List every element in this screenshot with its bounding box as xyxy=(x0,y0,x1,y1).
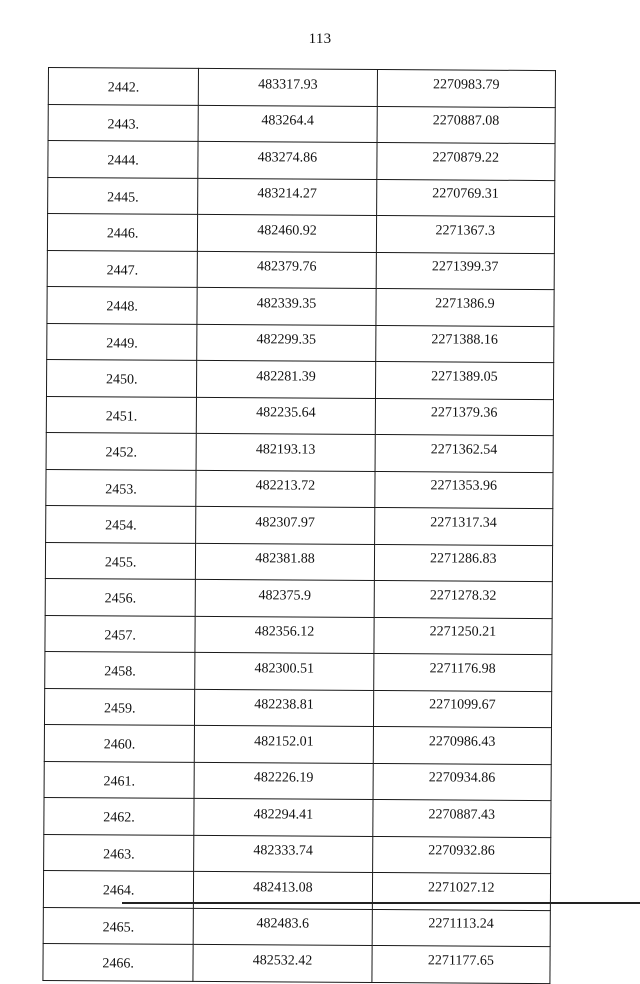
table-row xyxy=(48,141,555,181)
table-row xyxy=(44,797,551,837)
table-row xyxy=(48,68,555,108)
x-coordinate-cell: 483274.86 xyxy=(198,141,377,179)
table-row xyxy=(47,214,554,254)
x-coordinate-cell: 483214.27 xyxy=(198,178,377,216)
x-coordinate-cell: 482413.08 xyxy=(194,871,373,909)
point-number-cell: 2453. xyxy=(46,469,197,506)
x-coordinate-cell: 482532.42 xyxy=(193,944,372,982)
x-coordinate-cell: 482381.88 xyxy=(196,543,375,581)
x-coordinate-cell: 482460.92 xyxy=(198,214,377,252)
point-number-cell: 2460. xyxy=(44,724,195,761)
point-number-cell: 2447. xyxy=(47,250,198,287)
table-row xyxy=(47,286,554,326)
x-coordinate-cell: 482294.41 xyxy=(194,798,373,836)
table-row xyxy=(46,396,553,436)
y-coordinate-cell: 2271389.05 xyxy=(375,362,554,400)
x-coordinate-cell: 482300.51 xyxy=(195,652,374,690)
y-coordinate-cell: 2271099.67 xyxy=(373,690,552,728)
y-coordinate-cell: 2270887.43 xyxy=(372,799,551,837)
point-number-cell: 2442. xyxy=(48,68,199,105)
table-row xyxy=(45,578,552,618)
table-row xyxy=(43,907,550,947)
x-coordinate-cell: 482299.35 xyxy=(197,324,376,362)
point-number-cell: 2466. xyxy=(43,943,194,980)
page-number: 113 xyxy=(308,31,332,47)
y-coordinate-cell: 2271317.34 xyxy=(374,508,553,546)
y-coordinate-cell: 2271386.9 xyxy=(376,289,555,327)
bottom-edge-line xyxy=(122,902,640,904)
table-row xyxy=(45,615,552,655)
x-coordinate-cell: 483264.4 xyxy=(198,105,377,143)
point-number-cell: 2449. xyxy=(47,323,198,360)
point-number-cell: 2443. xyxy=(48,104,199,141)
y-coordinate-cell: 2270932.86 xyxy=(372,836,551,874)
point-number-cell: 2451. xyxy=(46,396,197,433)
point-number-cell: 2455. xyxy=(45,542,196,579)
y-coordinate-cell: 2271177.65 xyxy=(372,945,551,983)
table-row xyxy=(43,943,550,983)
x-coordinate-cell: 482213.72 xyxy=(196,470,375,508)
y-coordinate-cell: 2270934.86 xyxy=(373,763,552,801)
table-row xyxy=(48,104,555,144)
point-number-cell: 2463. xyxy=(44,834,195,871)
x-coordinate-cell: 482307.97 xyxy=(196,506,375,544)
x-coordinate-cell: 482152.01 xyxy=(195,725,374,763)
table-row xyxy=(46,505,553,545)
point-number-cell: 2461. xyxy=(44,761,195,798)
x-coordinate-cell: 482375.9 xyxy=(195,579,374,617)
table-row xyxy=(44,724,551,764)
table-row xyxy=(46,469,553,509)
table-row xyxy=(45,542,552,582)
table-row xyxy=(46,359,553,399)
y-coordinate-cell: 2271399.37 xyxy=(376,252,555,290)
table-row xyxy=(44,834,551,874)
table-row xyxy=(44,688,551,728)
coordinates-table xyxy=(42,67,556,984)
point-number-cell: 2458. xyxy=(45,651,196,688)
x-coordinate-cell: 482226.19 xyxy=(194,762,373,800)
point-number-cell: 2448. xyxy=(47,286,198,323)
x-coordinate-cell: 482333.74 xyxy=(194,835,373,873)
y-coordinate-cell: 2270879.22 xyxy=(376,143,555,181)
coordinates-table-body xyxy=(43,68,556,984)
y-coordinate-cell: 2271362.54 xyxy=(375,435,554,473)
x-coordinate-cell: 482483.6 xyxy=(193,908,372,946)
table-row xyxy=(47,250,554,290)
x-coordinate-cell: 483317.93 xyxy=(199,68,378,106)
point-number-cell: 2452. xyxy=(46,432,197,469)
y-coordinate-cell: 2270769.31 xyxy=(376,179,555,217)
y-coordinate-cell: 2271286.83 xyxy=(374,544,553,582)
x-coordinate-cell: 482281.39 xyxy=(197,360,376,398)
x-coordinate-cell: 482379.76 xyxy=(197,251,376,289)
y-coordinate-cell: 2271250.21 xyxy=(374,617,553,655)
point-number-cell: 2444. xyxy=(48,141,199,178)
point-number-cell: 2464. xyxy=(43,870,194,907)
point-number-cell: 2457. xyxy=(45,615,196,652)
y-coordinate-cell: 2270983.79 xyxy=(377,70,556,108)
y-coordinate-cell: 2270986.43 xyxy=(373,726,552,764)
y-coordinate-cell: 2270887.08 xyxy=(377,106,556,144)
x-coordinate-cell: 482356.12 xyxy=(195,616,374,654)
y-coordinate-cell: 2271367.3 xyxy=(376,216,555,254)
x-coordinate-cell: 482193.13 xyxy=(196,433,375,471)
x-coordinate-cell: 482238.81 xyxy=(195,689,374,727)
point-number-cell: 2450. xyxy=(46,359,197,396)
x-coordinate-cell: 482339.35 xyxy=(197,287,376,325)
table-row xyxy=(48,177,555,217)
table-row xyxy=(47,323,554,363)
table-row xyxy=(43,870,550,910)
x-coordinate-cell: 482235.64 xyxy=(197,397,376,435)
table-row xyxy=(44,761,551,801)
table-row xyxy=(46,432,553,472)
point-number-cell: 2445. xyxy=(48,177,199,214)
y-coordinate-cell: 2271388.16 xyxy=(375,325,554,363)
point-number-cell: 2446. xyxy=(47,214,198,251)
point-number-cell: 2456. xyxy=(45,578,196,615)
point-number-cell: 2454. xyxy=(46,505,197,542)
y-coordinate-cell: 2271379.36 xyxy=(375,398,554,436)
y-coordinate-cell: 2271353.96 xyxy=(374,471,553,509)
y-coordinate-cell: 2271278.32 xyxy=(374,581,553,619)
point-number-cell: 2462. xyxy=(44,797,195,834)
point-number-cell: 2459. xyxy=(44,688,195,725)
y-coordinate-cell: 2271176.98 xyxy=(373,653,552,691)
table-row xyxy=(45,651,552,691)
y-coordinate-cell: 2271027.12 xyxy=(372,872,551,910)
y-coordinate-cell: 2271113.24 xyxy=(372,909,551,947)
point-number-cell: 2465. xyxy=(43,907,194,944)
